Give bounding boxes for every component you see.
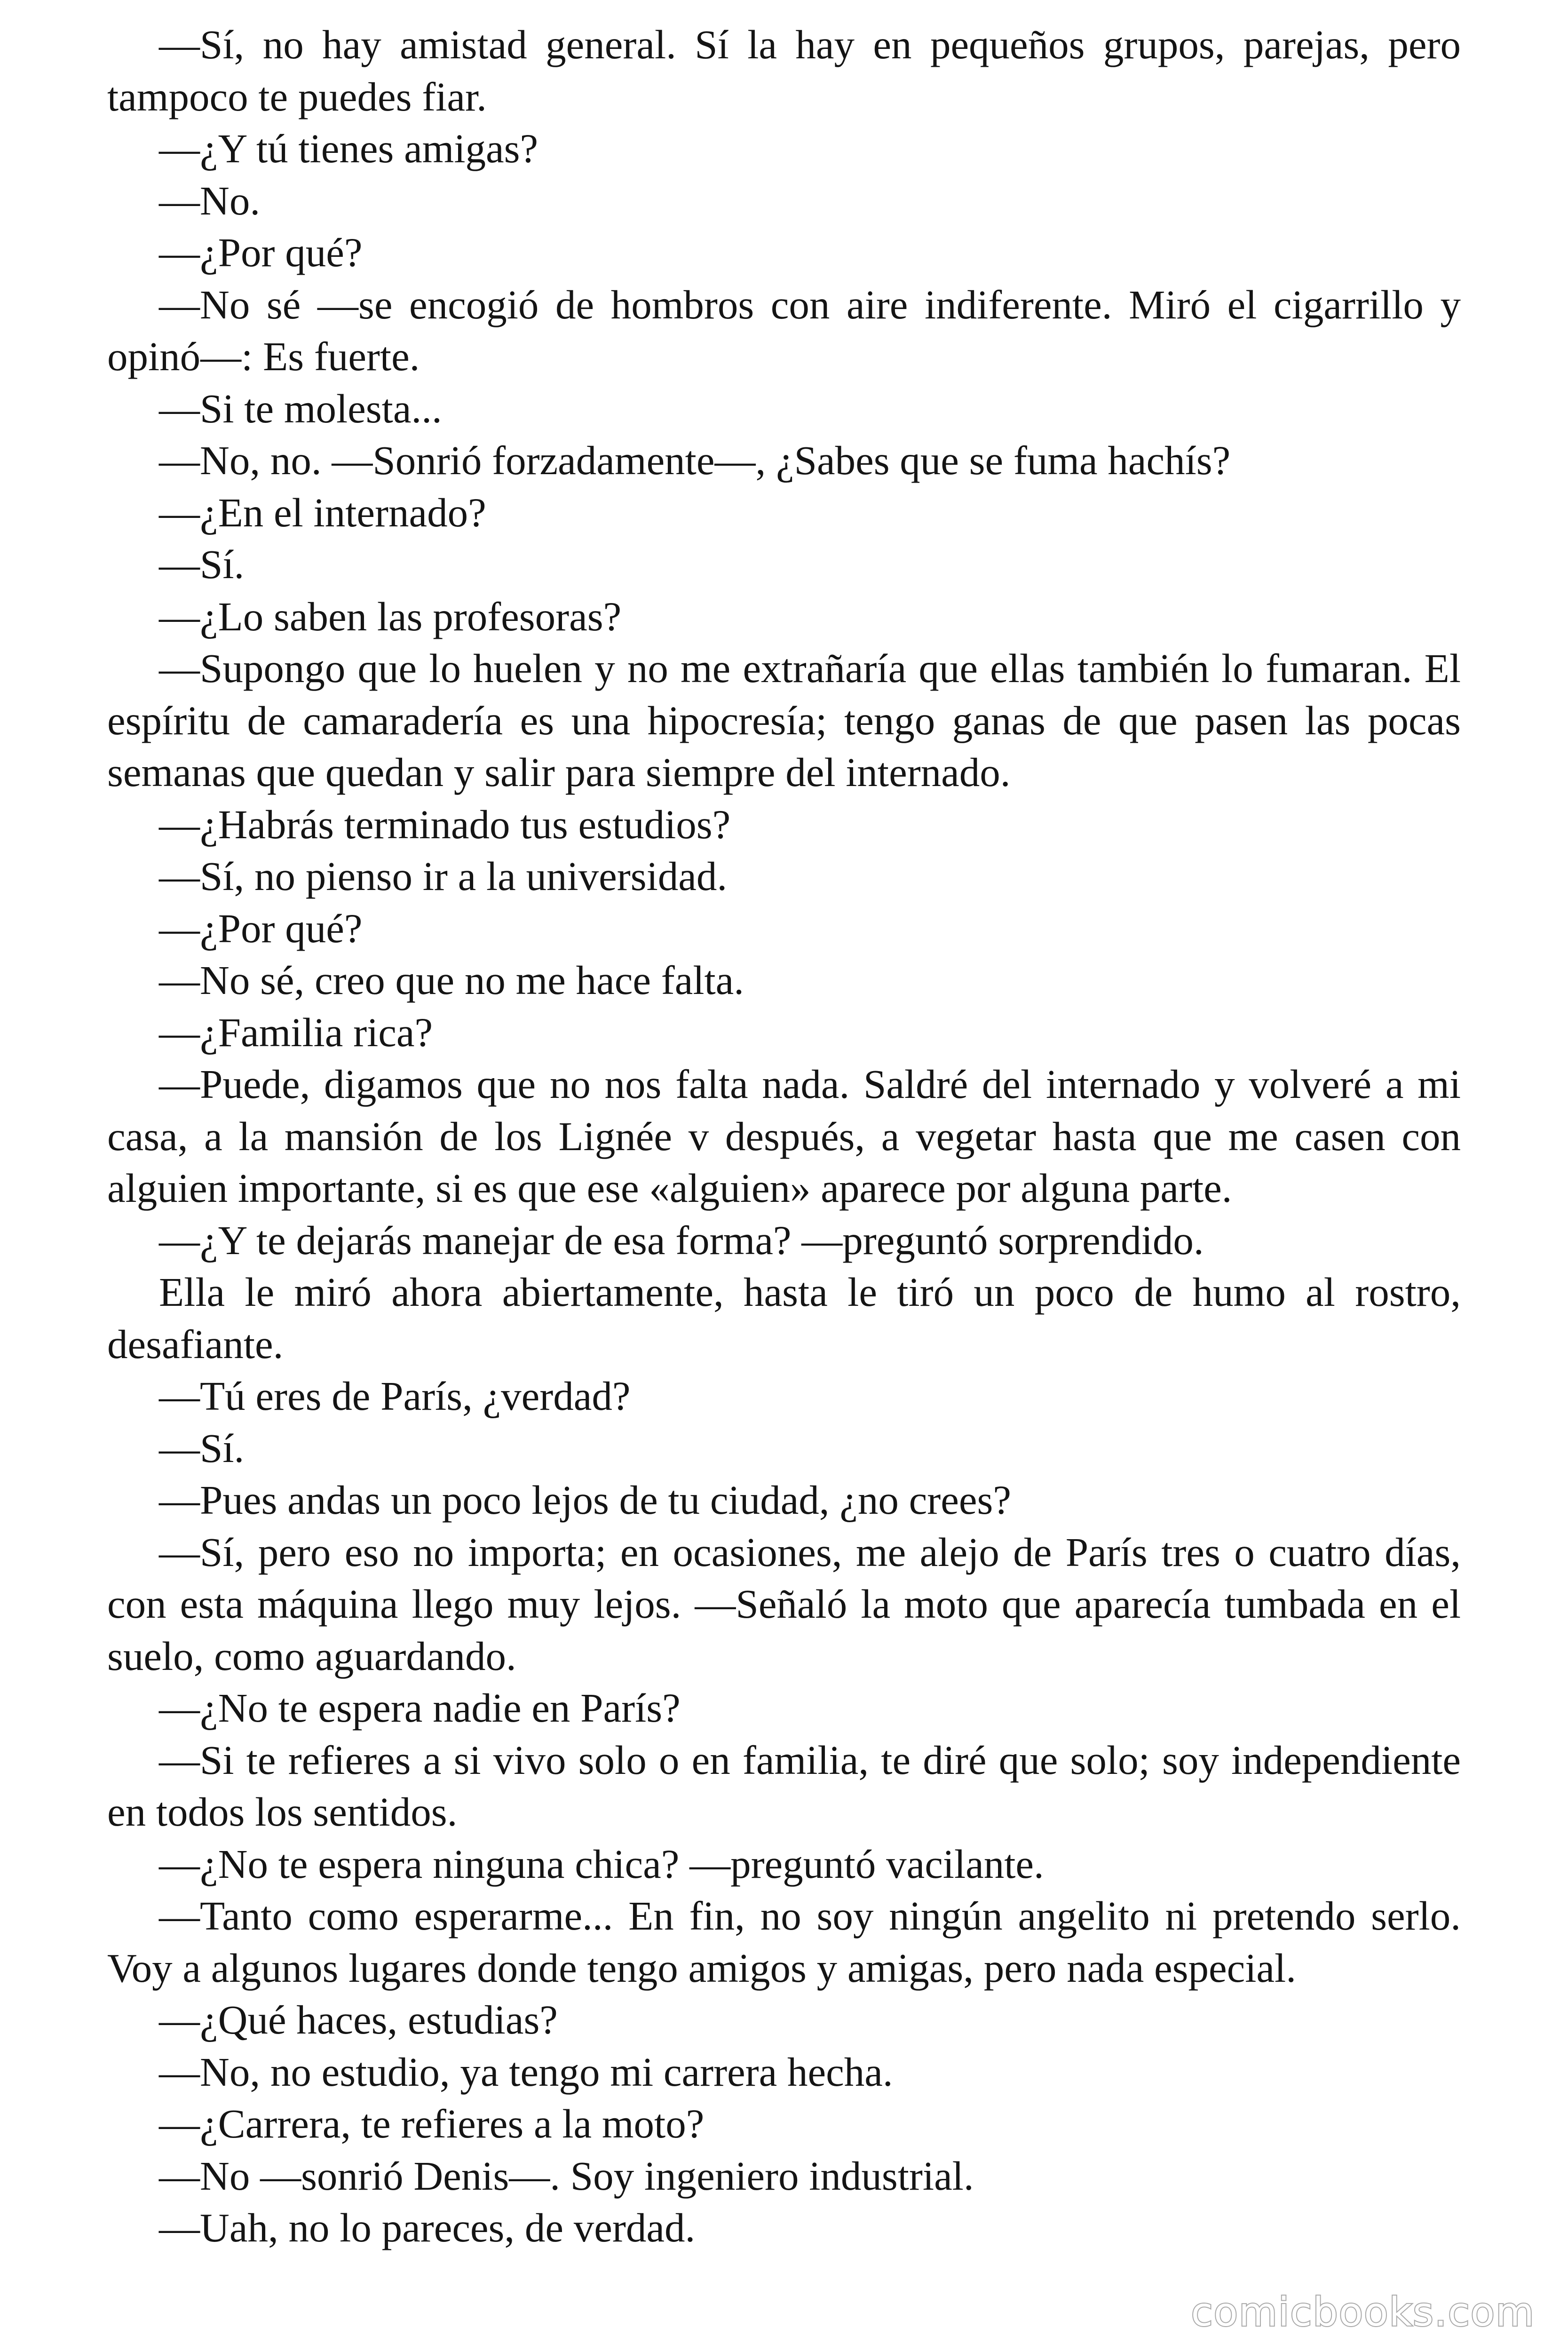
paragraph: —No sé, creo que no me hace falta. [159, 957, 744, 1003]
paragraph: —Sí, pero eso no importa; en ocasiones, me alejo de París tres o cuatro días, con esta máquina llego muy lejos. —Señaló la moto que aparecía tumbada en el suelo, como aguardando. [107, 1529, 1461, 1679]
paragraph: —¿Familia rica? [159, 1009, 433, 1055]
watermark: comicbooks.com [1191, 2289, 1535, 2335]
paragraph: —Sí, no pienso ir a la universidad. [159, 853, 728, 899]
paragraph: —¿Lo saben las profesoras? [159, 593, 622, 639]
paragraph: —Tanto como esperarme... En fin, no soy ningún angelito ni pretendo serlo. Voy a algunos lugares donde tengo amigos y amigas, pero nada especial. [107, 1893, 1461, 1991]
paragraph: —No. [159, 177, 261, 223]
book-page [107, 19, 1461, 2254]
paragraph: —¿Carrera, te refieres a la moto? [159, 2101, 705, 2146]
paragraph: —¿Y te dejarás manejar de esa forma? —preguntó sorprendido. [159, 1217, 1204, 1263]
paragraph: —¿Y tú tienes amigas? [159, 126, 539, 171]
paragraph: —Supongo que lo huelen y no me extrañaría que ellas también lo fumaran. El espíritu de camaradería es una hipocresía; tengo ganas de que pasen las pocas semanas que quedan y salir para siempre del internado. [107, 645, 1461, 795]
paragraph: —Sí. [159, 541, 245, 587]
paragraph: —Si te refieres a si vivo solo o en familia, te diré que solo; soy independiente en todos los sentidos. [107, 1737, 1461, 1835]
paragraph: —¿Por qué? [159, 230, 363, 275]
paragraph: —No sé —se encogió de hombros con aire indiferente. Miró el cigarrillo y opinó—: Es fuerte. [107, 281, 1461, 379]
paragraph: —¿Qué haces, estudias? [159, 1997, 558, 2042]
paragraph: —Sí. [159, 1425, 245, 1471]
paragraph: —¿En el internado? [159, 489, 486, 535]
paragraph: Ella le miró ahora abiertamente, hasta le tiró un poco de humo al rostro, desafiante. [107, 1269, 1461, 1367]
paragraph: —Tú eres de París, ¿verdad? [159, 1373, 631, 1419]
paragraph: —No, no estudio, ya tengo mi carrera hecha. [159, 2049, 893, 2095]
paragraph: —No —sonrió Denis—. Soy ingeniero industrial. [159, 2153, 974, 2199]
paragraph: —¿No te espera ninguna chica? —preguntó vacilante. [159, 1841, 1044, 1887]
paragraph: —Sí, no hay amistad general. Sí la hay en pequeños grupos, parejas, pero tampoco te puedes fiar. [107, 22, 1461, 119]
paragraph: —¿No te espera nadie en París? [159, 1685, 681, 1731]
paragraph: —Uah, no lo pareces, de verdad. [159, 2205, 696, 2250]
paragraph: —¿Habrás terminado tus estudios? [159, 801, 731, 847]
paragraph: —Pues andas un poco lejos de tu ciudad, ¿no crees? [159, 1477, 1011, 1523]
paragraph: —Puede, digamos que no nos falta nada. Saldré del internado y volveré a mi casa, a la mansión de los Lignée v después, a vegetar hasta que me casen con alguien importante, si es que ese «alguien» aparece por alguna parte. [107, 1061, 1461, 1211]
paragraph: —No, no. —Sonrió forzadamente—, ¿Sabes que se fuma hachís? [159, 437, 1231, 483]
paragraph: —Si te molesta... [159, 385, 442, 431]
paragraph: —¿Por qué? [159, 905, 363, 951]
